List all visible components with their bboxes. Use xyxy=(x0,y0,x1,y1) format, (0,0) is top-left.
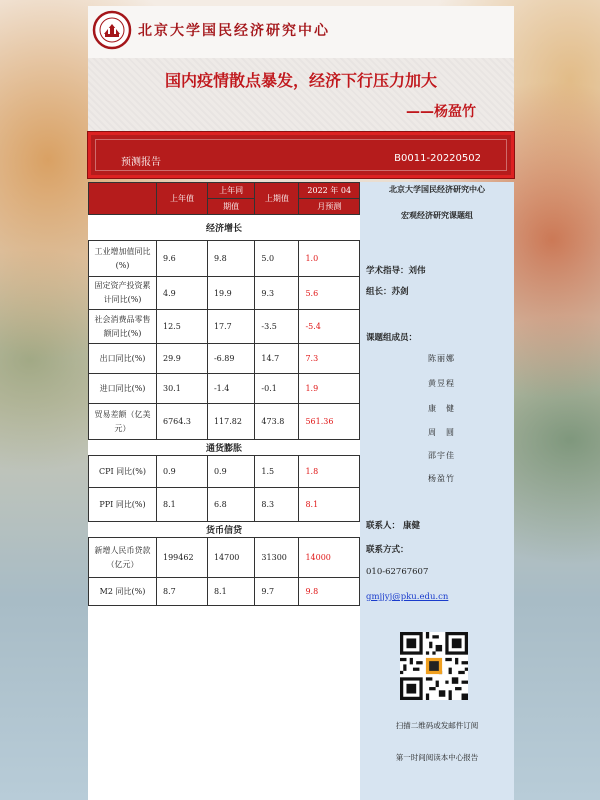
header-yoy-bottom: 期值 xyxy=(207,199,254,215)
report-banner xyxy=(88,132,514,178)
member-name: 陈丽娜 xyxy=(428,354,455,363)
row-label: M2 同比(%) xyxy=(89,578,157,606)
cell-prev-period: 9.3 xyxy=(255,277,299,310)
cell-prev-year: 0.9 xyxy=(157,456,208,488)
contact-person: 联系人： 康健 xyxy=(366,521,420,531)
cell-forecast: 1.9 xyxy=(299,374,360,404)
phone-number: 010-62767607 xyxy=(366,567,429,577)
cell-prev-period: 8.3 xyxy=(255,488,299,522)
cell-forecast: 1.8 xyxy=(299,456,360,488)
advisor: 学术指导：刘伟 xyxy=(366,266,426,276)
cell-prev-period: 5.0 xyxy=(255,241,299,277)
members-title: 课题组成员： xyxy=(366,333,418,343)
row-label: 贸易差额（亿美元） xyxy=(89,404,157,440)
cell-forecast: 5.6 xyxy=(299,277,360,310)
header-prev-period: 上期值 xyxy=(255,183,299,215)
cell-forecast: 9.8 xyxy=(299,578,360,606)
cell-yoy: 9.8 xyxy=(207,241,254,277)
table-row xyxy=(89,578,360,606)
cell-prev-year: 9.6 xyxy=(157,241,208,277)
cell-yoy: -6.89 xyxy=(207,344,254,374)
cell-yoy: 0.9 xyxy=(207,456,254,488)
report-id: B0011-20220502 xyxy=(394,153,481,164)
cell-prev-period: -3.5 xyxy=(255,310,299,344)
cell-prev-period: 14.7 xyxy=(255,344,299,374)
member-name: 康 健 xyxy=(428,404,455,413)
cell-prev-year: 30.1 xyxy=(157,374,208,404)
header-prev-year: 上年值 xyxy=(157,183,208,215)
cell-prev-year: 12.5 xyxy=(157,310,208,344)
cell-prev-year: 8.7 xyxy=(157,578,208,606)
table-panel xyxy=(88,182,360,800)
cell-prev-period: 473.8 xyxy=(255,404,299,440)
brand-name: 北京大学国民经济研究中心 xyxy=(138,23,330,39)
qr-code-icon xyxy=(400,632,468,700)
cell-prev-year: 199462 xyxy=(157,538,208,578)
cell-yoy: 14700 xyxy=(207,538,254,578)
row-label: 新增人民币贷款（亿元） xyxy=(89,538,157,578)
cell-prev-year: 4.9 xyxy=(157,277,208,310)
report-title: 国内疫情散点暴发，经济下行压力加大 xyxy=(164,71,437,90)
group-leader: 组长：苏剑 xyxy=(366,287,409,297)
cell-prev-year: 8.1 xyxy=(157,488,208,522)
table-row xyxy=(89,538,360,578)
cell-forecast: 1.0 xyxy=(299,241,360,277)
row-label: 社会消费品零售额同比(%) xyxy=(89,310,157,344)
report-author: ——杨盈竹 xyxy=(406,104,476,120)
qr-caption: 扫描二维码或发邮件订阅 xyxy=(395,721,479,730)
cell-forecast: 8.1 xyxy=(299,488,360,522)
section-title-inflation: 通货膨胀 xyxy=(89,440,360,456)
row-label: CPI 同比(%) xyxy=(89,456,157,488)
side-org: 北京大学国民经济研究中心 xyxy=(389,185,485,194)
cell-forecast: 14000 xyxy=(299,538,360,578)
cell-forecast: 7.3 xyxy=(299,344,360,374)
header-yoy-top: 上年同 xyxy=(207,183,254,199)
cell-prev-period: -0.1 xyxy=(255,374,299,404)
email-link[interactable]: gmjjyj@pku.edu.cn xyxy=(366,592,449,602)
row-label: 进口同比(%) xyxy=(89,374,157,404)
cell-prev-year: 6764.3 xyxy=(157,404,208,440)
cell-forecast: 561.36 xyxy=(299,404,360,440)
university-seal-icon xyxy=(92,10,132,50)
table-row xyxy=(89,277,360,310)
cell-prev-period: 31300 xyxy=(255,538,299,578)
row-label: 工业增加值同比(%) xyxy=(89,241,157,277)
table-row xyxy=(89,404,360,440)
report-type: 预测报告 xyxy=(121,157,161,168)
row-label: 固定资产投资累计同比(%) xyxy=(89,277,157,310)
table-row xyxy=(89,374,360,404)
cell-yoy: -1.4 xyxy=(207,374,254,404)
section-title-credit: 货币信贷 xyxy=(89,522,360,538)
table-row xyxy=(89,241,360,277)
cell-prev-year: 29.9 xyxy=(157,344,208,374)
cell-yoy: 117.82 xyxy=(207,404,254,440)
member-name: 黄昱程 xyxy=(428,379,455,388)
cell-yoy: 19.9 xyxy=(207,277,254,310)
cell-prev-period: 1.5 xyxy=(255,456,299,488)
subscribe-caption: 第一时间阅读本中心报告 xyxy=(395,753,479,762)
table-row xyxy=(89,310,360,344)
contact-title: 联系方式： xyxy=(366,545,409,555)
header-forecast-top: 2022 年 04 xyxy=(299,183,360,199)
cell-prev-period: 9.7 xyxy=(255,578,299,606)
member-name: 周 圆 xyxy=(428,428,455,437)
section-title-growth: 经济增长 xyxy=(89,215,360,241)
table-row xyxy=(89,488,360,522)
row-label: 出口同比(%) xyxy=(89,344,157,374)
header-forecast-bottom: 月预测 xyxy=(299,199,360,215)
member-name: 杨盈竹 xyxy=(428,474,455,483)
cell-yoy: 8.1 xyxy=(207,578,254,606)
side-group: 宏观经济研究课题组 xyxy=(401,211,473,220)
table-row xyxy=(89,456,360,488)
cell-yoy: 6.8 xyxy=(207,488,254,522)
forecast-table xyxy=(88,182,360,606)
table-corner xyxy=(89,183,157,215)
member-name: 邵宇佳 xyxy=(428,451,455,460)
cell-yoy: 17.7 xyxy=(207,310,254,344)
row-label: PPI 同比(%) xyxy=(89,488,157,522)
cell-forecast: -5.4 xyxy=(299,310,360,344)
table-row xyxy=(89,344,360,374)
